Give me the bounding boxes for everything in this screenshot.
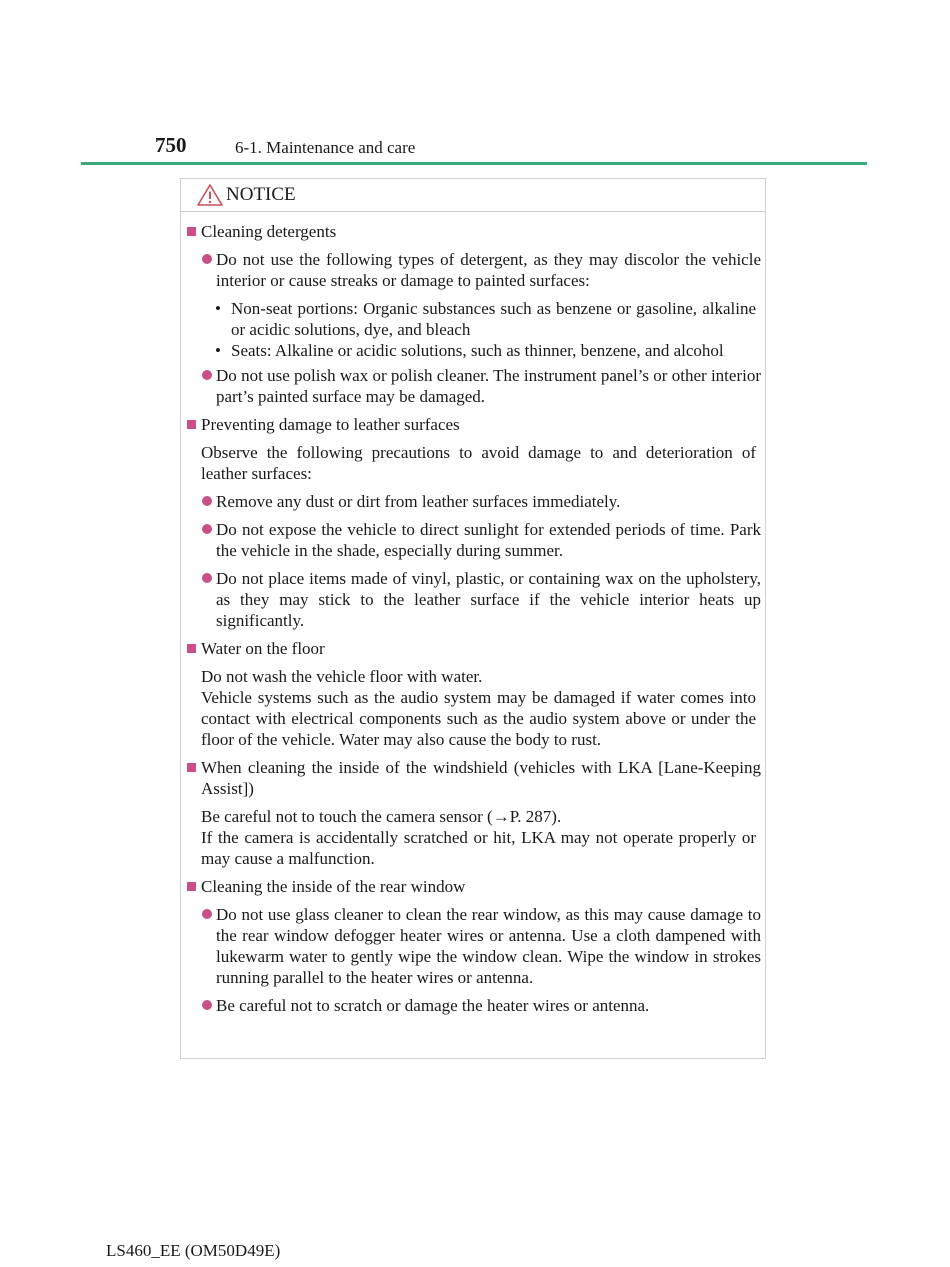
list-item: Do not place items made of vinyl, plastic, or containing wax on the upholstery, as they may stick to the leather surface if the vehicle interior heats up significantly. [181, 568, 761, 631]
body-line: Do not wash the vehicle floor with water. [201, 667, 483, 686]
body-line: Be careful not to touch the camera sensor (→P. 287). [201, 807, 562, 826]
list-item: Do not use glass cleaner to clean the rear window, as this may cause damage to the rear window defogger heater wires or antenna. Use a cloth dampened with lukewarm water to gently wipe the window clean. Wipe the window in strokes running parallel to the heater wires or antenna. [181, 904, 761, 988]
round-bullet-icon [202, 370, 212, 380]
round-bullet-icon [202, 496, 212, 506]
list-item: Do not expose the vehicle to direct sunlight for extended periods of time. Park the vehicle in the shade, especially during summer. [181, 519, 761, 561]
section-heading: Preventing damage to leather surfaces [181, 414, 761, 435]
round-bullet-icon [202, 524, 212, 534]
section-intro: Observe the following precautions to avoid damage to and deterioration of leather surfaces: [201, 443, 756, 483]
sub-bullet-icon: • [215, 299, 221, 318]
model-code: LS460_EE (OM50D49E) [106, 1241, 281, 1260]
notice-content [181, 221, 767, 1016]
square-bullet-icon [187, 227, 196, 236]
section-heading: Cleaning the inside of the rear window [181, 876, 761, 897]
round-bullet-icon [202, 909, 212, 919]
section-heading: When cleaning the inside of the windshield (vehicles with LKA [Lane-Keeping Assist]) [181, 757, 761, 799]
round-bullet-icon [202, 254, 212, 264]
notice-header [181, 179, 765, 212]
warning-triangle-icon [196, 183, 224, 207]
sub-bullet-icon: • [215, 341, 221, 360]
square-bullet-icon [187, 882, 196, 891]
round-bullet-icon [202, 573, 212, 583]
list-item: Be careful not to scratch or damage the heater wires or antenna. [181, 995, 761, 1016]
page-number: 750 [155, 133, 187, 157]
square-bullet-icon [187, 644, 196, 653]
section-heading: Water on the floor [181, 638, 761, 659]
page-header [0, 0, 950, 170]
sub-list-item: • Non-seat portions: Organic substances such as benzene or gasoline, alkaline or acidic solutions, dye, and bleach [215, 299, 756, 339]
round-bullet-icon [202, 1000, 212, 1010]
section-heading: Cleaning detergents [181, 221, 761, 242]
list-item: Remove any dust or dirt from leather surfaces immediately. [181, 491, 761, 512]
section-title: 6-1. Maintenance and care [235, 138, 416, 157]
square-bullet-icon [187, 420, 196, 429]
list-item: Do not use the following types of detergent, as they may discolor the vehicle interior or cause streaks or damage to painted surfaces: [181, 249, 761, 291]
sub-list-item: • Seats: Alkaline or acidic solutions, such as thinner, benzene, and alcohol [215, 341, 724, 360]
notice-label: NOTICE [226, 184, 296, 205]
notice-box [180, 178, 766, 1059]
square-bullet-icon [187, 763, 196, 772]
list-item: Do not use polish wax or polish cleaner. The instrument panel’s or other interior part’s painted surface may be damaged. [181, 365, 761, 407]
body-line: Vehicle systems such as the audio system may be damaged if water comes into contact with electrical components such as the audio system above or under the floor of the vehicle. Water may also cause the body to rust. [201, 688, 756, 749]
header-divider [81, 162, 867, 165]
body-line: If the camera is accidentally scratched or hit, LKA may not operate properly or may cause a malfunction. [201, 828, 756, 868]
